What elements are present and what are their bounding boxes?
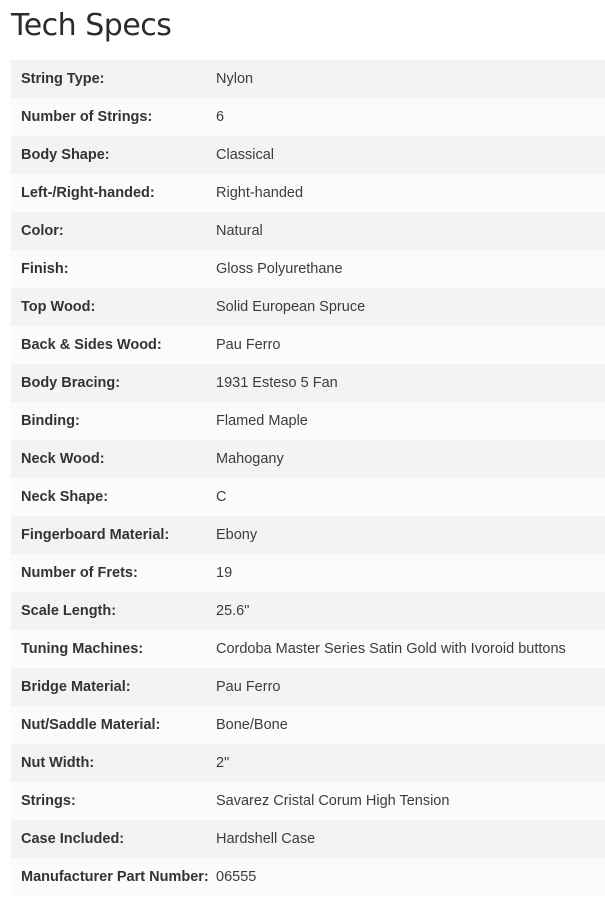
spec-row-color <box>11 212 605 250</box>
spec-value: Pau Ferro <box>216 337 281 353</box>
spec-row-handedness <box>11 174 605 212</box>
spec-label: Color: <box>21 223 64 239</box>
spec-label: Top Wood: <box>21 299 96 315</box>
spec-row-nut-width <box>11 744 605 782</box>
spec-row-top-wood <box>11 288 605 326</box>
spec-label: String Type: <box>21 71 105 87</box>
spec-value: 25.6" <box>216 603 250 619</box>
spec-value: 6 <box>216 109 225 125</box>
spec-value: 19 <box>216 565 233 581</box>
spec-row-bridge-material <box>11 668 605 706</box>
spec-label: Case Included: <box>21 831 125 847</box>
spec-row-strings <box>11 782 605 820</box>
spec-row-binding <box>11 402 605 440</box>
spec-row-nut-saddle-material <box>11 706 605 744</box>
spec-label: Nut Width: <box>21 755 95 771</box>
spec-value: Bone/Bone <box>216 717 288 733</box>
spec-row-tuning-machines <box>11 630 605 668</box>
section-title: Tech Specs <box>11 8 172 43</box>
spec-value: Mahogany <box>216 451 284 467</box>
spec-row-string-type <box>11 60 605 98</box>
spec-label: Neck Wood: <box>21 451 105 467</box>
spec-value: Flamed Maple <box>216 413 308 429</box>
spec-row-case-included <box>11 820 605 858</box>
spec-value: Nylon <box>216 71 254 87</box>
spec-label: Bridge Material: <box>21 679 131 695</box>
spec-label: Number of Frets: <box>21 565 138 581</box>
spec-value: Savarez Cristal Corum High Tension <box>216 793 450 809</box>
spec-value: Solid European Spruce <box>216 299 366 315</box>
spec-row-number-of-frets <box>11 554 605 592</box>
spec-row-back-sides-wood <box>11 326 605 364</box>
spec-row-scale-length <box>11 592 605 630</box>
spec-row-finish <box>11 250 605 288</box>
spec-row-body-shape <box>11 136 605 174</box>
specs-table <box>11 60 605 896</box>
spec-value: Pau Ferro <box>216 679 281 695</box>
spec-row-body-bracing <box>11 364 605 402</box>
spec-label: Left-/Right-handed: <box>21 185 155 201</box>
spec-value: 1931 Esteso 5 Fan <box>216 375 338 391</box>
spec-value: Gloss Polyurethane <box>216 261 343 277</box>
spec-row-neck-shape <box>11 478 605 516</box>
spec-value: 06555 <box>216 869 257 885</box>
spec-value: Natural <box>216 223 263 239</box>
spec-label: Body Shape: <box>21 147 110 163</box>
spec-label: Strings: <box>21 793 76 809</box>
spec-label: Scale Length: <box>21 603 117 619</box>
spec-value: Right-handed <box>216 185 304 201</box>
spec-label: Number of Strings: <box>21 109 153 125</box>
spec-label: Tuning Machines: <box>21 641 144 657</box>
spec-label: Body Bracing: <box>21 375 121 391</box>
spec-value: C <box>216 489 227 505</box>
spec-value: Cordoba Master Series Satin Gold with Ivoroid buttons <box>216 641 566 657</box>
spec-label: Fingerboard Material: <box>21 527 170 543</box>
spec-row-manufacturer-part-number <box>11 858 605 896</box>
spec-label: Back & Sides Wood: <box>21 337 162 353</box>
spec-value: Hardshell Case <box>216 831 316 847</box>
spec-label: Manufacturer Part Number: <box>21 869 209 885</box>
spec-label: Binding: <box>21 413 80 429</box>
spec-row-fingerboard-material <box>11 516 605 554</box>
spec-label: Neck Shape: <box>21 489 109 505</box>
spec-value: 2" <box>216 755 230 771</box>
spec-value: Classical <box>216 147 275 163</box>
spec-value: Ebony <box>216 527 258 543</box>
spec-label: Finish: <box>21 261 69 277</box>
spec-row-neck-wood <box>11 440 605 478</box>
spec-row-number-of-strings <box>11 98 605 136</box>
spec-label: Nut/Saddle Material: <box>21 717 161 733</box>
